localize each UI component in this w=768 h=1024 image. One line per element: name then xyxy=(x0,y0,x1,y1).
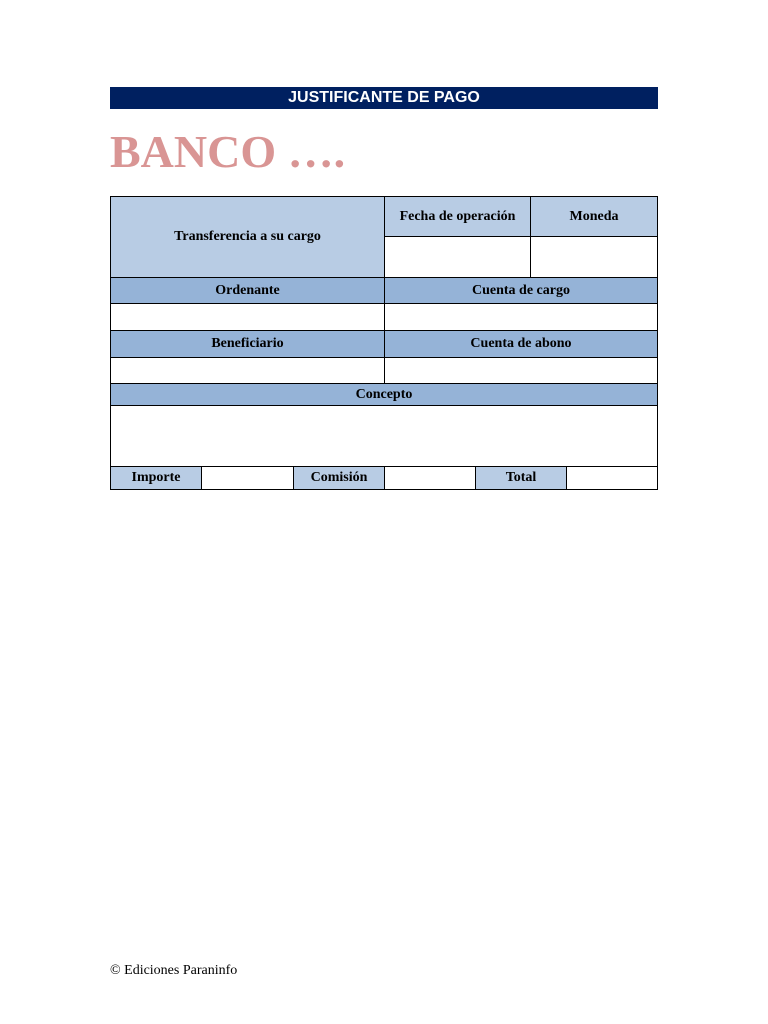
credit-account-label: Cuenta de abono xyxy=(384,330,658,358)
debit-account-field[interactable] xyxy=(384,303,658,331)
amount-label: Importe xyxy=(110,466,202,490)
copyright-footer: © Ediciones Paraninfo xyxy=(110,963,238,978)
currency-field[interactable] xyxy=(530,236,658,278)
currency-label: Moneda xyxy=(530,196,658,237)
beneficiary-label: Beneficiario xyxy=(110,330,385,358)
amount-field[interactable] xyxy=(201,466,294,490)
credit-account-field[interactable] xyxy=(384,357,658,384)
payer-label: Ordenante xyxy=(110,277,385,304)
transfer-label: Transferencia a su cargo xyxy=(110,196,385,278)
concept-label: Concepto xyxy=(110,383,658,406)
fee-label: Comisión xyxy=(293,466,385,490)
bank-name: BANCO …. xyxy=(110,126,346,177)
debit-account-label: Cuenta de cargo xyxy=(384,277,658,304)
beneficiary-field[interactable] xyxy=(110,357,385,384)
payer-field[interactable] xyxy=(110,303,385,331)
date-label: Fecha de operación xyxy=(384,196,531,237)
total-label: Total xyxy=(475,466,567,490)
document-title: JUSTIFICANTE DE PAGO xyxy=(110,87,658,109)
concept-field[interactable] xyxy=(110,405,658,467)
total-field[interactable] xyxy=(566,466,658,490)
fee-field[interactable] xyxy=(384,466,476,490)
date-field[interactable] xyxy=(384,236,531,278)
